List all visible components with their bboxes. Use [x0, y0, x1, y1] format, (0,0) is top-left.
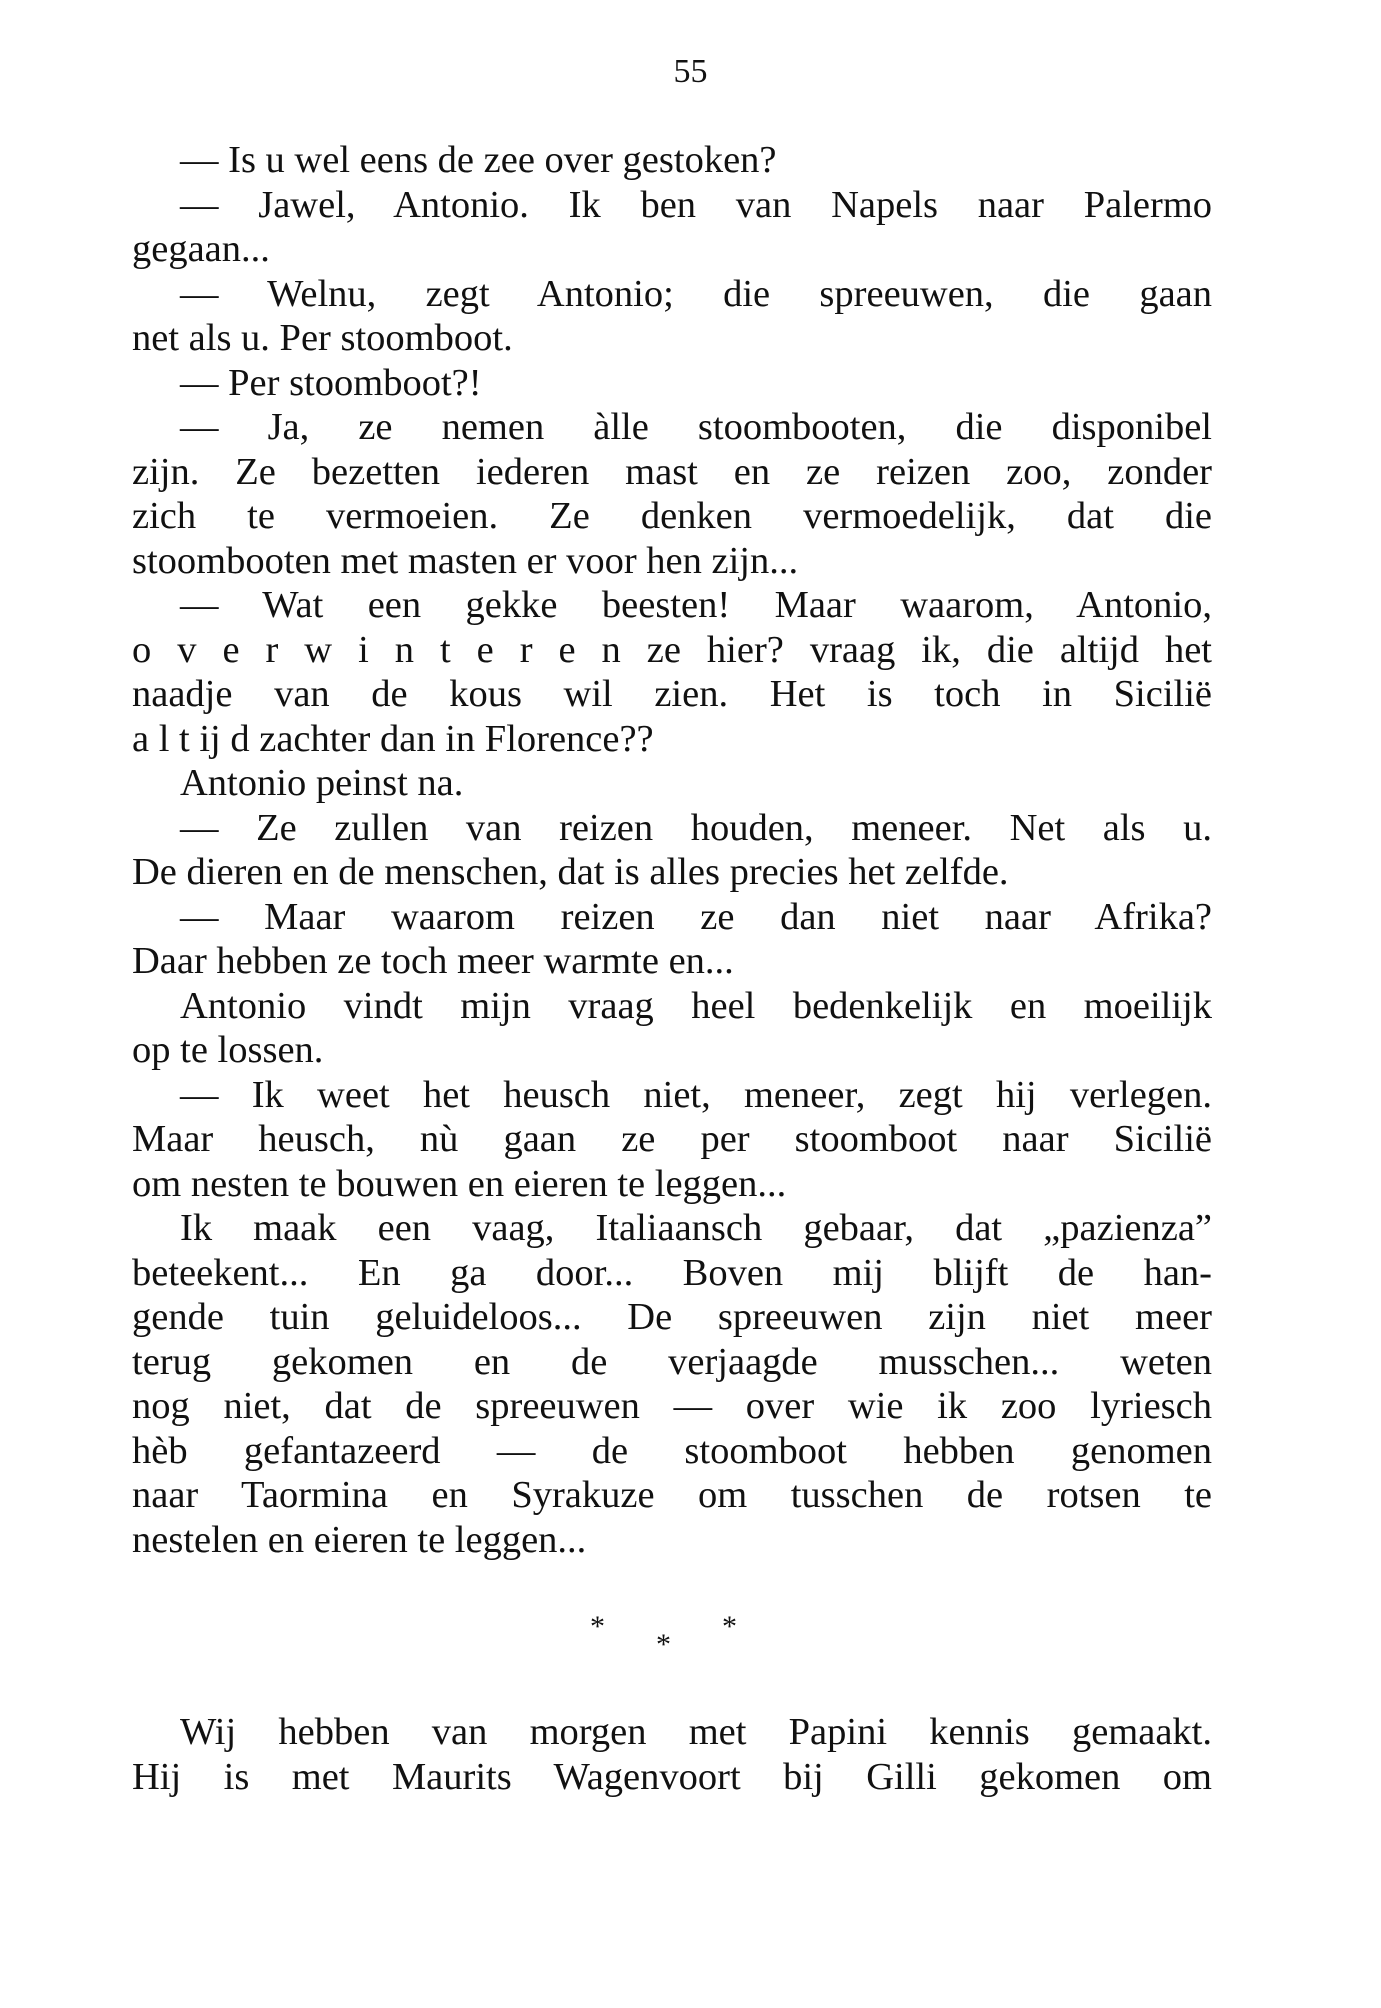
text-line: nog niet, dat de spreeuwen — over wie ik zoo lyriesch — [132, 1385, 1212, 1427]
text-line: o v e r w i n t e r e n ze hier? vraag ik, die altijd het — [132, 628, 1212, 671]
text-line: — Wat een gekke beesten! Maar waarom, Antonio, — [180, 584, 1212, 626]
text-line: Antonio peinst na. — [180, 762, 464, 804]
text-line: nestelen en eieren te leggen... — [132, 1518, 587, 1561]
text-line: — Is u wel eens de zee over gestoken? — [180, 139, 777, 181]
text-line: hèb gefantazeerd — de stoomboot hebben genomen — [132, 1429, 1212, 1472]
text-line: zich te vermoeien. Ze denken vermoedelijk, dat die — [132, 495, 1212, 537]
text-line: — Welnu, zegt Antonio; die spreeuwen, die gaan — [180, 272, 1212, 315]
text-line: De dieren en de menschen, dat is alles precies het zelfde. — [132, 851, 1009, 893]
text-line: — Ja, ze nemen àlle stoombooten, die disponibel — [180, 406, 1212, 448]
text-line: naar Taormina en Syrakuze om tusschen de rotsen te — [132, 1474, 1212, 1516]
text-line: Antonio vindt mijn vraag heel bedenkelijk en moeilijk — [180, 984, 1212, 1027]
section-separator — [0, 1610, 1381, 1670]
text-line: — Per stoomboot?! — [180, 361, 482, 404]
text-line: Wij hebben van morgen met Papini kennis gemaakt. — [180, 1711, 1212, 1753]
text-line: op te lossen. — [132, 1029, 324, 1071]
text-line: — Maar waarom reizen ze dan niet naar Afrika? — [180, 895, 1212, 938]
separator-star: * — [590, 1610, 605, 1643]
page-number: 55 — [673, 53, 708, 90]
body-text-section-1 — [132, 138, 1212, 1562]
text-line: a l t ij d zachter dan in Florence?? — [132, 717, 654, 760]
text-line: Hij is met Maurits Wagenvoort bij Gilli gekomen om — [132, 1756, 1212, 1798]
text-line: om nesten te bouwen en eieren te leggen... — [132, 1162, 787, 1205]
text-line: naadje van de kous wil zien. Het is toch in Sicilië — [132, 673, 1212, 715]
separator-star: * — [722, 1610, 737, 1643]
text-line: — Ik weet het heusch niet, meneer, zegt hij verlegen. — [180, 1073, 1212, 1116]
text-line: gende tuin geluideloos... De spreeuwen zijn niet meer — [132, 1296, 1212, 1338]
text-line: gegaan... — [132, 228, 270, 270]
text-line: beteekent... En ga door... Boven mij blijft de han- — [132, 1251, 1212, 1294]
text-line: zijn. Ze bezetten iederen mast en ze reizen zoo, zonder — [132, 450, 1212, 493]
text-line: terug gekomen en de verjaagde musschen... weten — [132, 1340, 1212, 1383]
separator-star: * — [656, 1628, 671, 1661]
body-text-section-2 — [132, 1710, 1212, 1800]
text-line: stoombooten met masten er voor hen zijn... — [132, 539, 799, 582]
text-line: Daar hebben ze toch meer warmte en... — [132, 940, 734, 982]
text-line: — Jawel, Antonio. Ik ben van Napels naar Palermo — [180, 183, 1212, 226]
text-line: — Ze zullen van reizen houden, meneer. Net als u. — [180, 806, 1212, 849]
text-line: net als u. Per stoomboot. — [132, 317, 513, 359]
text-line: Maar heusch, nù gaan ze per stoomboot naar Sicilië — [132, 1118, 1212, 1160]
text-line: Ik maak een vaag, Italiaansch gebaar, dat „pazienza” — [180, 1207, 1212, 1249]
